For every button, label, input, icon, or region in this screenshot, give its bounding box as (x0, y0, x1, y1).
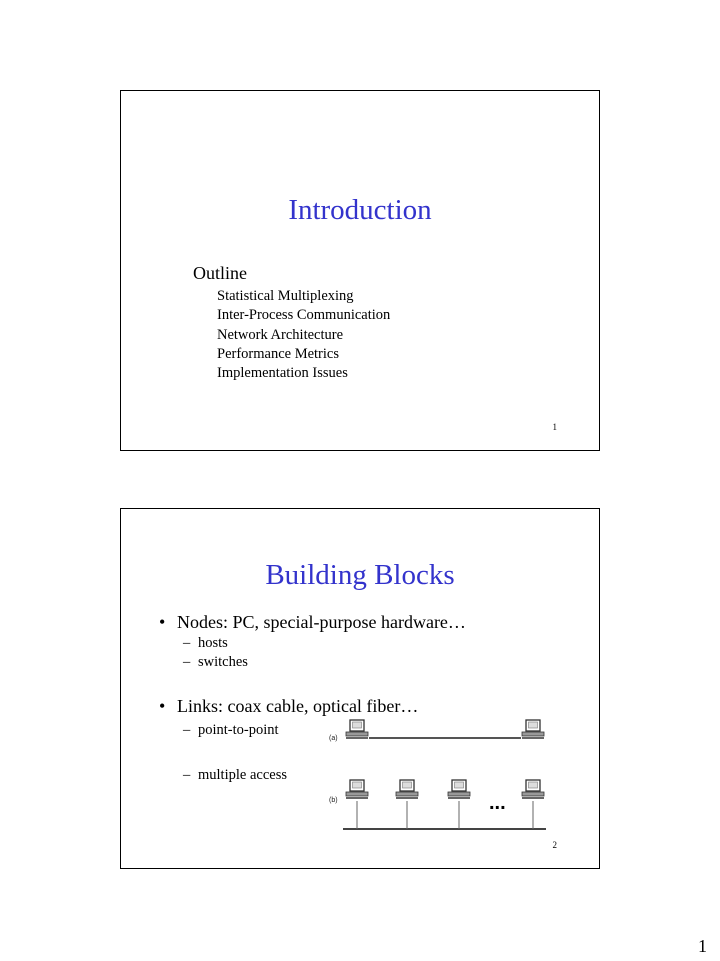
bullet-text: Links: coax cable, optical fiber… (177, 696, 419, 716)
subitem-text: switches (198, 654, 248, 670)
outline-heading: Outline (193, 263, 247, 283)
page-number: 1 (698, 936, 707, 956)
bullet-dot: • (159, 696, 166, 716)
dash: – (183, 654, 191, 670)
subitem-switches (183, 655, 248, 670)
host-computer-icon (346, 720, 368, 739)
subitem-hosts (183, 636, 228, 651)
outline-list (217, 287, 390, 383)
slide-number: 1 (552, 422, 557, 432)
outline-item: Performance Metrics (217, 345, 339, 362)
slide-introduction (120, 90, 600, 451)
dash: – (183, 635, 191, 651)
host-computer-icon (522, 780, 544, 799)
bullet-dot: • (159, 612, 166, 632)
dash: – (183, 722, 191, 738)
outline-item: Statistical Multiplexing (217, 288, 354, 304)
more-hosts-ellipsis: ... (489, 792, 506, 814)
host-computer-icon (346, 780, 368, 799)
bullet-links (159, 697, 418, 715)
host-computer-icon (396, 780, 418, 799)
slide-building-blocks (120, 508, 600, 869)
slide-title: Building Blocks (265, 559, 455, 591)
slide-title: Introduction (288, 194, 432, 226)
diagram-label-a: (a) (329, 735, 338, 742)
host-computer-icon (522, 720, 544, 739)
dash: – (183, 767, 191, 783)
subitem-point-to-point (183, 723, 279, 738)
subitem-text: multiple access (198, 767, 287, 783)
multiple-access-diagram (341, 779, 551, 834)
subitem-text: point-to-point (198, 722, 279, 738)
host-computer-icon (448, 780, 470, 799)
subitem-multiple-access (183, 768, 287, 783)
outline-item: Network Architecture (217, 326, 344, 343)
point-to-point-diagram (341, 717, 551, 747)
slide-number: 2 (552, 840, 557, 850)
outline-item: Inter-Process Communication (217, 307, 391, 324)
bullet-nodes (159, 613, 466, 631)
bullet-text: Nodes: PC, special-purpose hardware… (177, 612, 466, 632)
subitem-text: hosts (198, 635, 228, 651)
outline-item: Implementation Issues (217, 365, 348, 382)
diagram-label-b: (b) (329, 797, 338, 804)
